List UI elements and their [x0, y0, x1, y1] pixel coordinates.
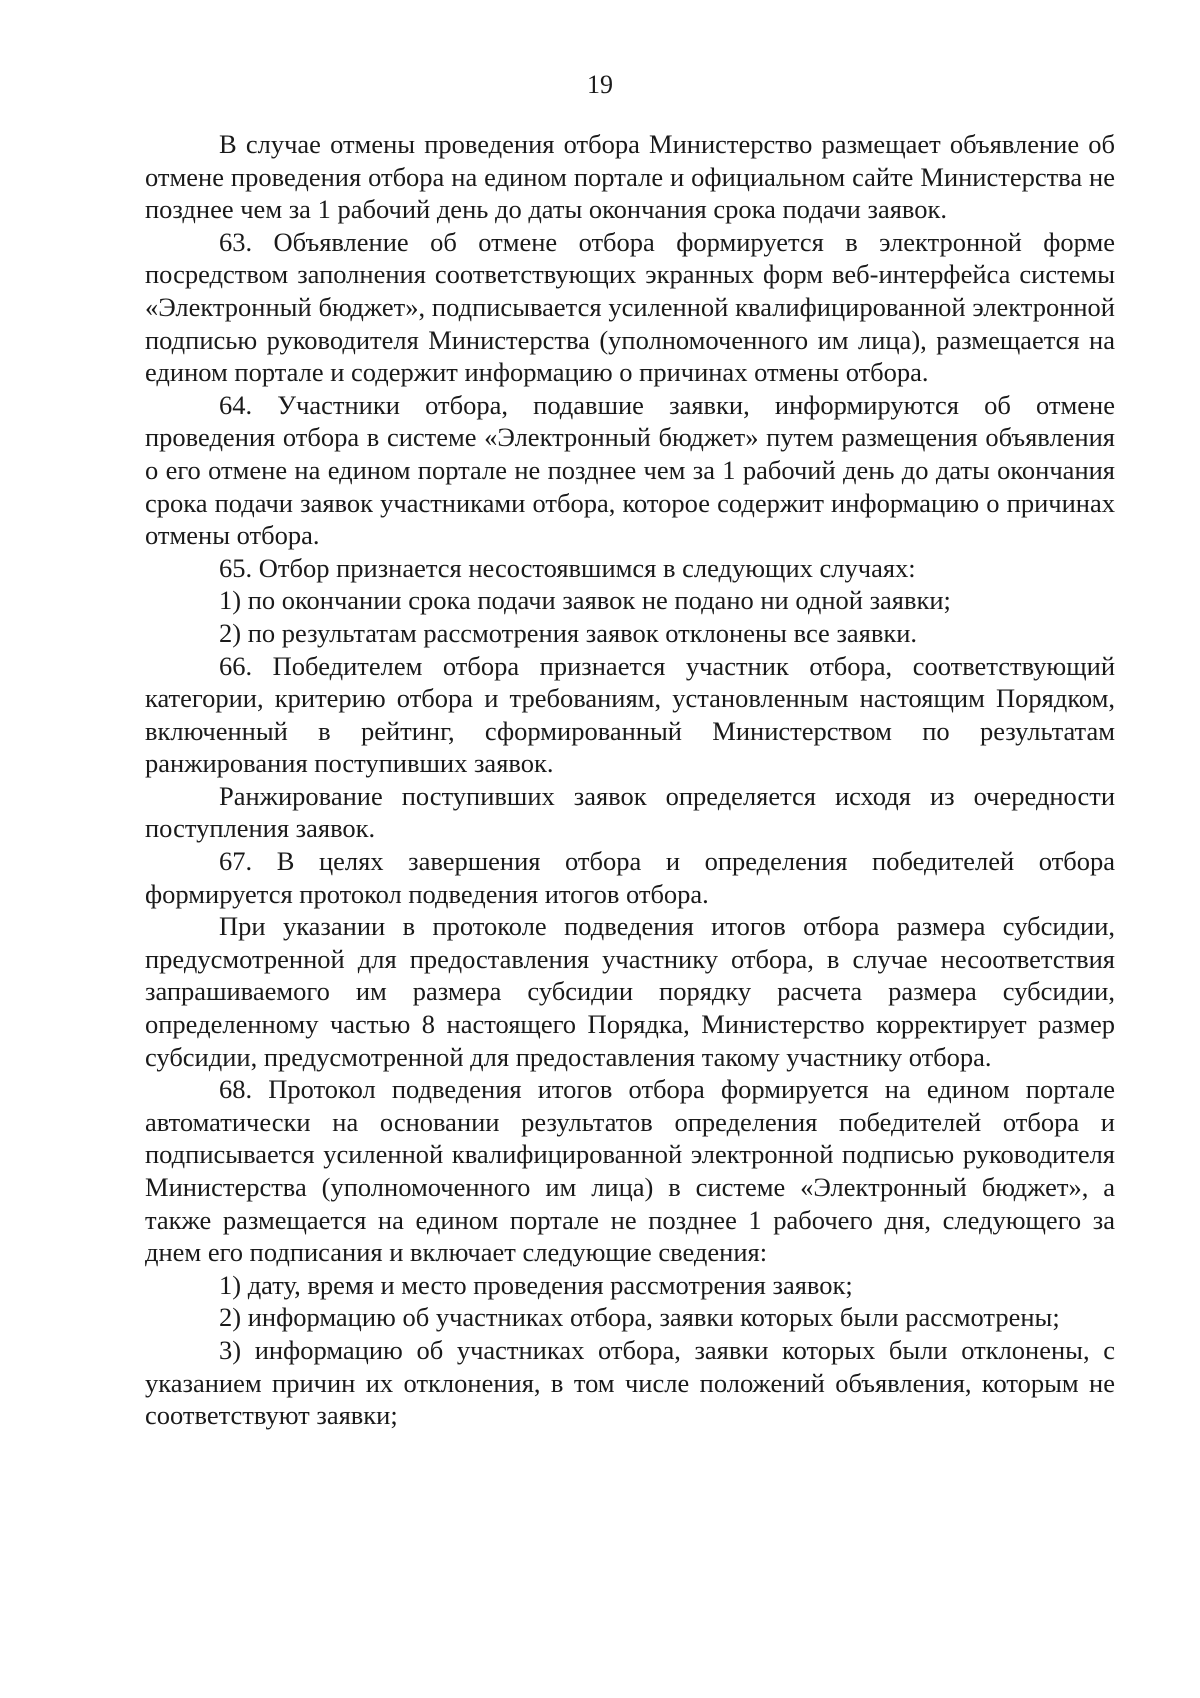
paragraph-cancellation-notice: В случае отмены проведения отбора Министерство размещает объявление об отмене проведения отбора на едином портале и официальном сайте Министерства не позднее чем за 1 рабочий день до даты окончания срока подачи заявок.	[145, 129, 1115, 225]
paragraph-subsidy-correction: При указании в протоколе подведения итогов отбора размера субсидии, предусмотренной для предоставления участнику отбора, в случае несоответствия запрашиваемого им размера субсидии порядку расчета размера субсидии, определенному частью 8 настоящего Порядка, Министерство корректирует размер субсидии, предусмотренной для предоставления такому участнику отбора.	[145, 911, 1115, 1072]
paragraph-63: 63. Объявление об отмене отбора формируется в электронной форме посредством заполнения соответствующих экранных форм веб-интерфейса системы «Электронный бюджет», подписывается усиленной квалифицированной электронной подписью руководителя Министерства (уполномоченного им лица), размещается на едином портале и содержит информацию о причинах отмены отбора.	[145, 226, 1115, 388]
paragraph-ranking: Ранжирование поступивших заявок определяется исходя из очередности поступления заявок.	[145, 780, 1115, 844]
paragraph-68: 68. Протокол подведения итогов отбора формируется на едином портале автоматически на основании результатов определения победителей отбора и подписывается усиленной квалифицированной электронной подписью руководителя Министерства (уполномоченного им лица) в системе «Электронный бюджет», а также размещается на едином портале не позднее 1 рабочего дня, следующего за днем его подписания и включает следующие сведения:	[145, 1074, 1115, 1268]
list-item-68-1: 1) дату, время и место проведения рассмотрения заявок;	[219, 1269, 853, 1300]
list-item-68-3: 3) информацию об участниках отбора, заявки которых были отклонены, с указанием причин их отклонения, в том числе положений объявления, которым не соответствуют заявки;	[145, 1334, 1115, 1431]
list-item-68-2: 2) информацию об участниках отбора, заявки которых были рассмотрены;	[219, 1302, 1060, 1333]
paragraph-64: 64. Участники отбора, подавшие заявки, информируются об отмене проведения отбора в системе «Электронный бюджет» путем размещения объявления о его отмене на едином портале не позднее чем за 1 рабочий день до даты окончания срока подачи заявок участниками отбора, которое содержит информацию о причинах отмены отбора.	[145, 389, 1115, 551]
list-item-65-2: 2) по результатам рассмотрения заявок отклонены все заявки.	[219, 617, 918, 648]
paragraph-65: 65. Отбор признается несостоявшимся в следующих случаях:	[219, 552, 916, 583]
paragraph-67: 67. В целях завершения отбора и определения победителей отбора формируется протокол подведения итогов отбора.	[145, 846, 1115, 909]
paragraph-66: 66. Победителем отбора признается участник отбора, соответствующий категории, критерию отбора и требованиям, установленным настоящим Порядком, включенный в рейтинг, сформированный Министерством по результатам ранжирования поступивших заявок.	[145, 650, 1115, 779]
document-body	[145, 128, 1115, 1432]
page-number: 19	[587, 70, 613, 99]
list-item-65-1: 1) по окончании срока подачи заявок не подано ни одной заявки;	[219, 585, 951, 616]
